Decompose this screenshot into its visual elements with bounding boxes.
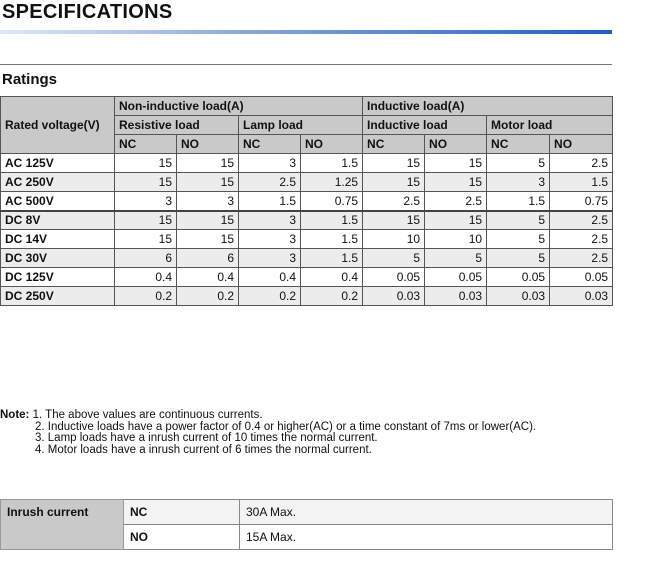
value-cell: 1.5 — [301, 249, 363, 268]
value-cell: 0.05 — [550, 268, 613, 287]
value-cell: 10 — [363, 230, 425, 249]
value-cell: 2.5 — [425, 192, 487, 211]
value-cell: 0.2 — [301, 287, 363, 306]
rated-voltage-header: Rated voltage(V) — [1, 97, 115, 154]
value-cell: 15 — [115, 154, 177, 173]
ratings-row — [1, 173, 613, 192]
value-cell: 0.03 — [550, 287, 613, 306]
value-cell: 5 — [487, 211, 550, 230]
value-cell: 2.5 — [363, 192, 425, 211]
value-cell: 0.05 — [425, 268, 487, 287]
no-header: NO — [301, 135, 363, 154]
value-cell: 15 — [363, 173, 425, 192]
inrush-table — [0, 499, 613, 550]
section-title: Ratings — [2, 71, 58, 88]
note-text: 1. The above values are continuous currents. — [32, 409, 263, 421]
value-cell: 15 — [363, 211, 425, 230]
voltage-cell: DC 8V — [1, 211, 115, 230]
value-cell: 15 — [425, 154, 487, 173]
value-cell: 0.05 — [487, 268, 550, 287]
value-cell: 2.5 — [550, 230, 613, 249]
voltage-cell: DC 14V — [1, 230, 115, 249]
value-cell: 15 — [115, 230, 177, 249]
inrush-value: 30A Max. — [240, 500, 613, 525]
voltage-cell: DC 250V — [1, 287, 115, 306]
nc-header: NC — [363, 135, 425, 154]
value-cell: 15 — [177, 211, 239, 230]
no-header: NO — [550, 135, 613, 154]
value-cell: 0.2 — [239, 287, 301, 306]
ratings-row — [1, 192, 613, 211]
voltage-cell: AC 250V — [1, 173, 115, 192]
note-label: Note: — [0, 409, 30, 421]
ratings-table — [0, 96, 613, 306]
value-cell: 1.5 — [239, 192, 301, 211]
title-underline-bar — [0, 30, 612, 34]
value-cell: 5 — [363, 249, 425, 268]
value-cell: 6 — [177, 249, 239, 268]
ratings-row — [1, 230, 613, 249]
value-cell: 3 — [177, 192, 239, 211]
note-line: 3. Lamp loads have a inrush current of 10 times the normal current. — [35, 432, 378, 444]
ratings-row — [1, 287, 613, 306]
value-cell: 15 — [425, 211, 487, 230]
section-divider — [0, 64, 612, 65]
nc-header: NC — [115, 135, 177, 154]
voltage-cell: DC 125V — [1, 268, 115, 287]
voltage-cell: AC 125V — [1, 154, 115, 173]
value-cell: 15 — [177, 230, 239, 249]
nc-header: NC — [239, 135, 301, 154]
value-cell: 3 — [239, 249, 301, 268]
no-header: NO — [177, 135, 239, 154]
ratings-row — [1, 249, 613, 268]
value-cell: 3 — [239, 211, 301, 230]
inrush-key: NO — [124, 525, 240, 550]
no-header: NO — [425, 135, 487, 154]
inrush-row — [1, 500, 613, 525]
voltage-cell: AC 500V — [1, 192, 115, 211]
inrush-value: 15A Max. — [240, 525, 613, 550]
lamp-header: Lamp load — [239, 116, 363, 135]
value-cell: 0.4 — [301, 268, 363, 287]
value-cell: 1.5 — [487, 192, 550, 211]
value-cell: 2.5 — [550, 154, 613, 173]
value-cell: 2.5 — [550, 249, 613, 268]
inrush-key: NC — [124, 500, 240, 525]
resistive-header: Resistive load — [115, 116, 239, 135]
value-cell: 6 — [115, 249, 177, 268]
value-cell: 1.5 — [550, 173, 613, 192]
inductive-group-header: Inductive load(A) — [363, 97, 613, 116]
value-cell: 5 — [425, 249, 487, 268]
ratings-row — [1, 211, 613, 230]
motor-header: Motor load — [487, 116, 613, 135]
value-cell: 3 — [487, 173, 550, 192]
note-line: 2. Inductive loads have a power factor of 0.4 or higher(AC) or a time constant of 7ms or lower(AC). — [35, 420, 537, 433]
ratings-row — [1, 154, 613, 173]
value-cell: 5 — [487, 154, 550, 173]
value-cell: 3 — [239, 230, 301, 249]
nc-header: NC — [487, 135, 550, 154]
value-cell: 0.03 — [363, 287, 425, 306]
value-cell: 0.2 — [115, 287, 177, 306]
note-line — [0, 410, 640, 422]
value-cell: 1.5 — [301, 230, 363, 249]
value-cell: 0.2 — [177, 287, 239, 306]
value-cell: 0.75 — [301, 192, 363, 211]
page-title: SPECIFICATIONS — [2, 1, 173, 23]
value-cell: 1.25 — [301, 173, 363, 192]
value-cell: 0.4 — [177, 268, 239, 287]
inductive-header: Inductive load — [363, 116, 487, 135]
value-cell: 0.03 — [425, 287, 487, 306]
ratings-row — [1, 268, 613, 287]
value-cell: 0.05 — [363, 268, 425, 287]
value-cell: 1.5 — [301, 154, 363, 173]
inrush-label: Inrush current — [1, 500, 124, 550]
value-cell: 0.4 — [239, 268, 301, 287]
value-cell: 3 — [115, 192, 177, 211]
value-cell: 15 — [363, 154, 425, 173]
value-cell: 3 — [239, 154, 301, 173]
voltage-cell: DC 30V — [1, 249, 115, 268]
value-cell: 15 — [425, 173, 487, 192]
value-cell: 15 — [177, 154, 239, 173]
value-cell: 15 — [115, 211, 177, 230]
value-cell: 0.03 — [487, 287, 550, 306]
value-cell: 2.5 — [550, 211, 613, 230]
note-line: 4. Motor loads have a inrush current of 6 times the normal current. — [35, 443, 372, 456]
value-cell: 0.4 — [115, 268, 177, 287]
notes-block — [0, 410, 640, 456]
value-cell: 15 — [115, 173, 177, 192]
value-cell: 1.5 — [301, 211, 363, 230]
noninductive-header: Non-inductive load(A) — [115, 97, 363, 116]
value-cell: 2.5 — [239, 173, 301, 192]
header-row-1 — [1, 97, 613, 116]
value-cell: 15 — [177, 173, 239, 192]
value-cell: 0.75 — [550, 192, 613, 211]
value-cell: 5 — [487, 249, 550, 268]
value-cell: 5 — [487, 230, 550, 249]
value-cell: 10 — [425, 230, 487, 249]
